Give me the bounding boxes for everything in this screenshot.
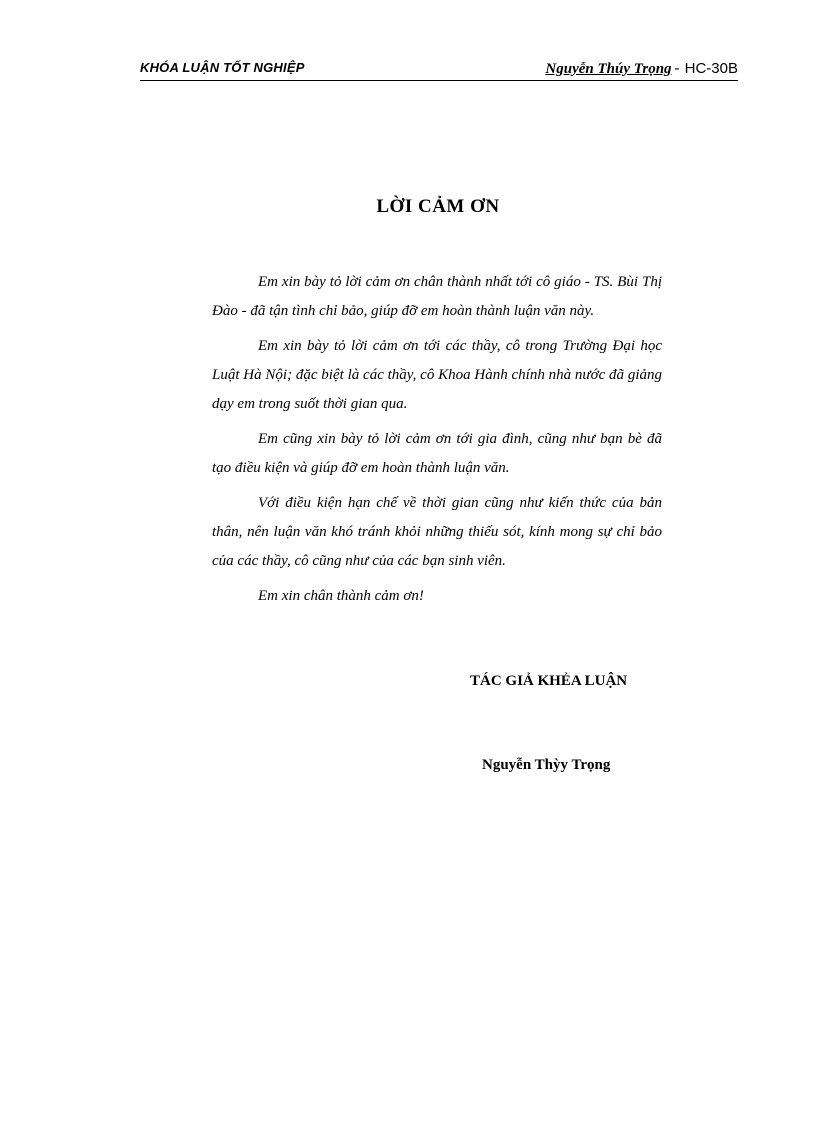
header-separator: -: [674, 60, 680, 77]
header-document-type: KHÓA LUẬN TỐT NGHIỆP: [140, 60, 305, 75]
header-author-block: [545, 58, 738, 78]
paragraph-5: Em xin chân thành cảm ơn!: [258, 588, 424, 604]
acknowledgement-body: [212, 268, 662, 617]
header-author-name: Nguyễn Thúy Trọng: [545, 61, 672, 77]
page-header: [140, 60, 738, 81]
header-class-code: HC-30B: [684, 60, 738, 77]
signature-name: Nguyễn Thỳy Trọng: [482, 757, 611, 773]
page-title: LỜI CẢM ƠN: [376, 196, 500, 217]
signature-title: TÁC GIẢ KHẺA LUẬN: [470, 673, 628, 689]
paragraph-2: Em xin bày tỏ lời cảm ơn tới các thầy, cô trong Trường Đại học Luật Hà Nội; đặc biệt là các thầy, cô Khoa Hành chính nhà nước đã giảng dạy em trong suốt thời gian qua.: [212, 338, 662, 412]
paragraph-3: Em cũng xin bày tỏ lời cảm ơn tới gia đình, cũng như bạn bè đã tạo điều kiện và giúp đỡ em hoàn thành luận văn.: [212, 431, 662, 476]
paragraph-1: Em xin bày tỏ lời cảm ơn chân thành nhất tới cô giáo - TS. Bùi Thị Đào - đã tận tình chỉ bảo, giúp đỡ em hoàn thành luận văn này.: [212, 274, 662, 319]
paragraph-4: Với điều kiện hạn chế về thời gian cũng như kiến thức của bản thân, nên luận văn khó tránh khỏi những thiếu sót, kính mong sự chỉ bảo của các thầy, cô cũng như của các bạn sinh viên.: [212, 495, 662, 569]
